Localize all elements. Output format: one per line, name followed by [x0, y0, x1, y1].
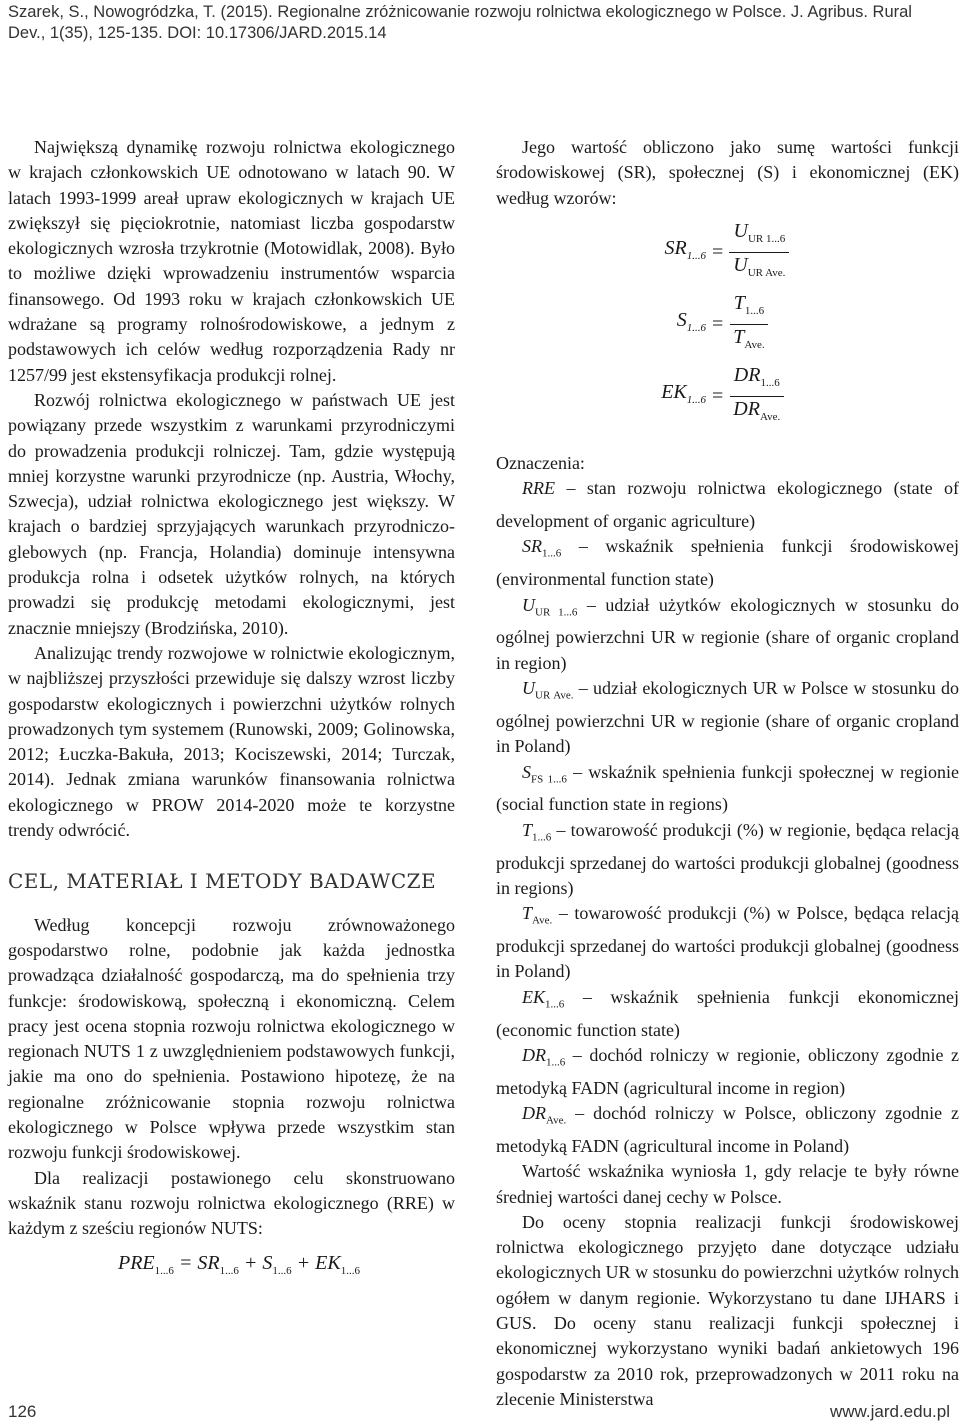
legend-item: $DR_{1...6}$ – dochód rolniczy w regionie, obliczony zgodnie z metodyką FADN (agricultural income in region) — [496, 1044, 959, 1098]
journal-url[interactable]: www.jard.edu.pl — [829, 1402, 950, 1421]
paragraph: Do oceny stopnia realizacji funkcji środowiskowej rolnictwa ekologicznego przyjęto dane dotyczące udziału ekologicznych UR w stosunku do powierzchni użytków rolnych ogółem w danym regionie. Wykorzystano tu dane IJHARS i GUS. Do oceny stanu realizacji funkcji społecznej i ekonomicznej wykorzystano wyniki badań ankietowych 196 gospodarstw za 2010 rok, przeprowadzonych w 2011 roku na zlecenie Ministerstwa — [496, 1211, 959, 1409]
right-column — [496, 135, 959, 1412]
paragraph: Według koncepcji rozwoju zrównoważonego gospodarstwo rolne, podobnie jak każda jednostka prowadząca działalność gospodarczą, ma do spełnienia trzy funkcje: środowiskową, społeczną i ekonomiczną. Celem pracy jest ocena stopnia rozwoju rolnictwa ekologicznego w regionach NUTS 1 z uwzględnieniem podstawowych funkcji, jakie ma ono do spełnienia. Postawiono hipotezę, że na regionalne zróżnicowanie stopnia rozwoju rolnictwa ekologicznego w Polsce wpływa przede wszystkim stan rozwoju funkcji środowiskowej. — [8, 914, 455, 1163]
legend-item: $T_{Ave.}$ – towarowość produkcji (%) w Polsce, będąca relacją produkcji sprzedanej do wartości produkcji globalnej (goodness in Poland) — [496, 903, 959, 982]
formula-sr: $SR_{1...6}$ = $\frac{U_{UR 1...6}}{U_{UR Ave.}}$ — [646, 217, 959, 289]
paragraph: Analizując trendy rozwojowe w rolnictwie ekologicznym, w najbliższej przyszłości przewiduje się dalszy wzrost liczby gospodarstw ekologicznych i powierzchni użytków rolnych prowadzonych tym systemem (Runowski, 2009; Golinowska, 2012; Łuczka-Bakuła, 2013; Kociszewski, 2014; Turczak, 2014). Jednak zmiana warunków finansowania rolnictwa ekologicznego w PROW 2014-2020 może te korzystne trendy odwrócić. — [8, 642, 455, 841]
paragraph: Jego wartość obliczono jako sumę wartości funkcji środowiskowej (SR), społecznej (S) i ekonomicznej (EK) według wzorów: — [496, 137, 959, 208]
formula-s: $S_{1...6}$ = $\frac{T_{1...6}}{T_{Ave.}}$ — [646, 289, 959, 361]
legend-title: Oznaczenia: — [496, 452, 585, 473]
paragraph: Rozwój rolnictwa ekologicznego w państwach UE jest powiązany przede wszystkim z warunkami przyrodniczymi do prowadzenia produkcji rolniczej. Tam, gdzie występują mniej korzystne warunki przyrodnicze (np. Austria, Włochy, Szwecja), udział rolnictwa ekologicznego jest większy. W krajach o bardziej sprzyjających warunkach przyrodniczo-glebowych (np. Francja, Holandia) dominuje intensywna produkcja rolna i odsetek użytków rolnych, na których prowadzi się produkcję metodami ekologicznymi, jest znacznie mniejszy (Brodzińska, 2010). — [8, 389, 455, 638]
paragraph: Dla realizacji postawionego celu skonstruowano wskaźnik stanu rozwoju rolnictwa ekologicznego (RRE) w każdym z sześciu regionów NUTS: — [8, 1167, 455, 1239]
citation-header: Szarek, S., Nowogródzka, T. (2015). Regionalne zróżnicowanie rozwoju rolnictwa ekologicznego w Polsce. J. Agribus. Rural Dev., 1(35), 125-135. DOI: 10.17306/JARD.2015.14 — [8, 3, 912, 42]
legend-item: $T_{1...6}$ – towarowość produkcji (%) w regionie, będąca relacją produkcji sprzedanej do wartości produkcji globalnej (goodness in regions) — [496, 819, 959, 898]
legend-item: $S_{FS 1...6}$ – wskaźnik spełnienia funkcji społecznej w regionie (social function state in regions) — [496, 761, 959, 815]
legend-item: RRE – stan rozwoju rolnictwa ekologicznego (state of development of organic agriculture) — [496, 478, 959, 532]
formula-ek: $EK_{1...6}$ = $\frac{DR_{1...6}}{DR_{Ave.}}$ — [646, 361, 959, 433]
legend-item: $EK_{1...6}$ – wskaźnik spełnienia funkcji ekonomicznej (economic function state) — [496, 986, 959, 1040]
rre-formula: $PRE_{1...6} = SR_{1...6} + S_{1...6} + EK_{1...6}$ — [118, 1252, 360, 1278]
left-column — [8, 135, 455, 1285]
legend-item: $U_{UR 1...6}$ – udział użytków ekologicznych w stosunku do ogólnej powierzchni UR w regionie (share of organic cropland in region) — [496, 594, 959, 673]
legend-item: $DR_{Ave.}$ – dochód rolniczy w Polsce, obliczony zgodnie z metodyką FADN (agricultural income in Poland) — [496, 1103, 959, 1156]
paragraph: Największą dynamikę rozwoju rolnictwa ekologicznego w krajach członkowskich UE odnotowano w latach 90. W latach 1993-1999 areał upraw ekologicznych w krajach UE zwiększył się pięciokrotnie, natomiast liczba gospodarstw ekologicznych wzrosła trzykrotnie (Motowidlak, 2008). Było to możliwe dzięki wprowadzeniu instrumentów wsparcia finansowego. Od 1993 roku w krajach członkowskich UE wdrażane są programy rolnośrodowiskowe, a jednym z podstawowych ich celów według rozporządzenia Rady nr 1257/99 jest ekstensyfikacja produkcji rolnej. — [8, 137, 455, 385]
legend-item: $U_{UR Ave.}$ – udział ekologicznych UR w Polsce w stosunku do ogólnej powierzchni UR w regionie (share of organic cropland in Poland) — [496, 678, 960, 757]
section-title: CEL, MATERIAŁ I METODY BADAWCZE — [8, 869, 437, 894]
legend — [496, 476, 959, 1159]
legend-item: $SR_{1...6}$ – wskaźnik spełnienia funkcji środowiskowej (environmental function state) — [496, 536, 959, 590]
function-formulas — [646, 217, 959, 433]
paragraph: Wartość wskaźnika wyniosła 1, gdy relacje te były równe średniej wartości danej cechy w Polsce. — [496, 1161, 959, 1207]
page-number: 126 — [8, 1402, 37, 1421]
